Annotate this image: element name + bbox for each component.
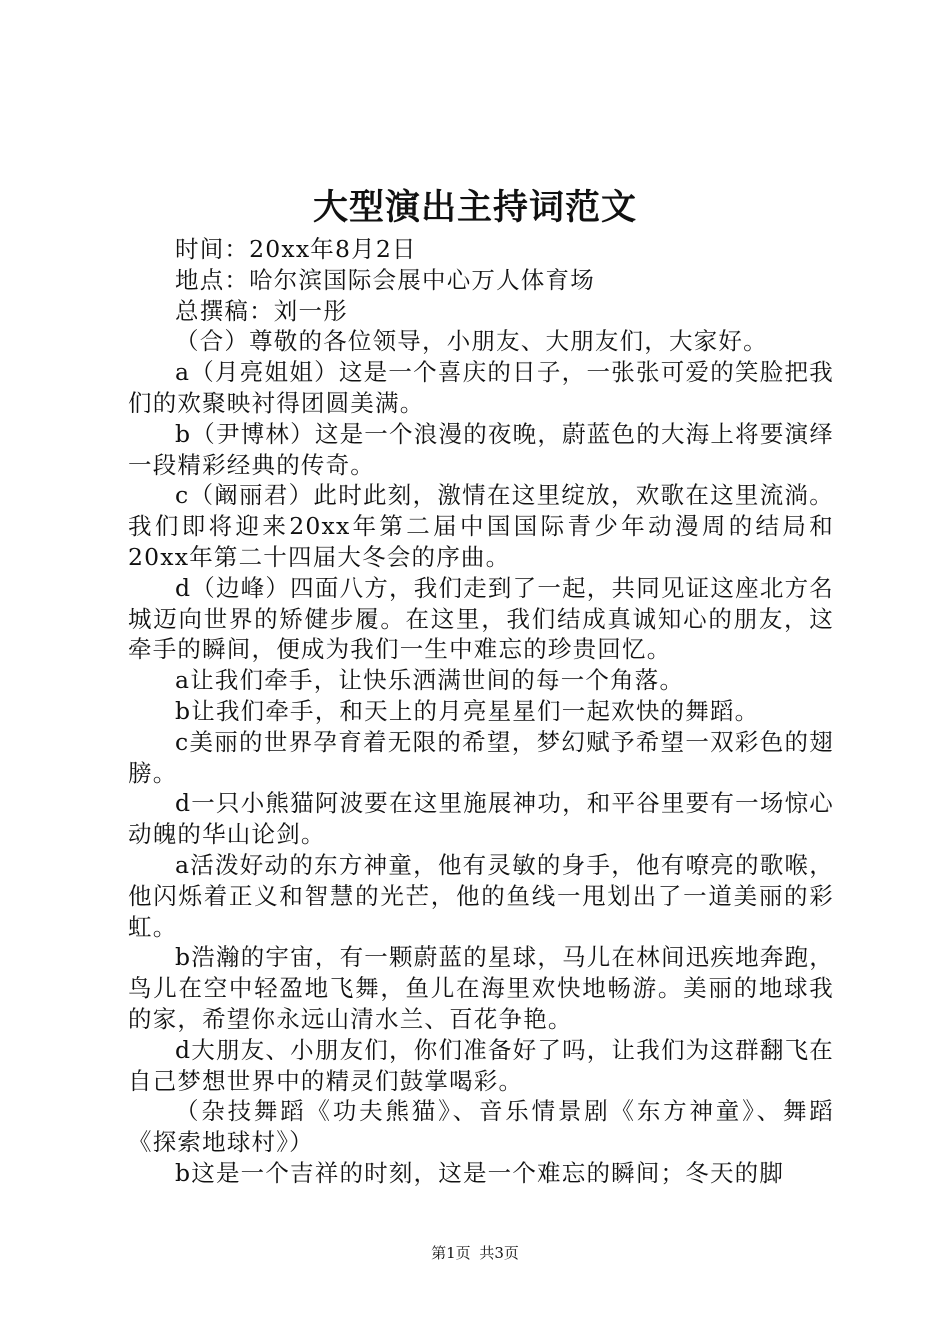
paragraph: （合）尊敬的各位领导，小朋友、大朋友们，大家好。 [175, 327, 768, 356]
paragraph: b这是一个吉祥的时刻，这是一个难忘的瞬间；冬天的脚 [175, 1158, 785, 1187]
paragraph: c（阚丽君）此时此刻，激情在这里绽放，欢歌在这里流淌。我们即将迎来20xx年第二届中国国际青少年动漫周的结局和20xx年第二十四届大冬会的序曲。 [128, 481, 834, 571]
paragraph-location: 地点：哈尔滨国际会展中心万人体育场 [175, 265, 595, 294]
paragraph: a让我们牵手，让快乐洒满世间的每一个角落。 [175, 666, 685, 695]
paragraph: d大朋友、小朋友们，你们准备好了吗，让我们为这群翻飞在自己梦想世界中的精灵们鼓掌喝彩。 [128, 1035, 834, 1095]
document-body [128, 234, 834, 1189]
paragraph: b（尹博林）这是一个浪漫的夜晚，蔚蓝色的大海上将要演绎一段精彩经典的传奇。 [128, 419, 834, 479]
paragraph: b让我们牵手，和天上的月亮星星们一起欢快的舞蹈。 [175, 696, 760, 725]
paragraph: （杂技舞蹈《功夫熊猫》、音乐情景剧《东方神童》、舞蹈《探索地球村》） [128, 1097, 834, 1157]
paragraph: a（月亮姐姐）这是一个喜庆的日子，一张张可爱的笑脸把我们的欢聚映衬得团圆美满。 [128, 358, 834, 417]
paragraph: d一只小熊猫阿波要在这里施展神功，和平谷里要有一场惊心动魄的华山论剑。 [128, 789, 834, 849]
document-title: 大型演出主持词范文 [312, 187, 637, 228]
paragraph: a活泼好动的东方神童，他有灵敏的身手，他有嘹亮的歌喉，他闪烁着正义和智慧的光芒，他的鱼线一甩划出了一道美丽的彩虹。 [128, 850, 834, 941]
paragraph-author: 总撰稿：刘一彤 [175, 296, 348, 325]
paragraph: d（边峰）四面八方，我们走到了一起，共同见证这座北方名城迈向世界的矫健步履。在这里，我们结成真诚知心的朋友，这牵手的瞬间，便成为我们一生中难忘的珍贵回忆。 [128, 573, 834, 664]
paragraph-time: 时间：20xx年8月2日 [175, 235, 417, 263]
paragraph: b浩瀚的宇宙，有一颗蔚蓝的星球，马儿在林间迅疾地奔跑，鸟儿在空中轻盈地飞舞，鱼儿在海里欢快地畅游。美丽的地球我的家，希望你永远山清水兰、百花争艳。 [128, 943, 834, 1033]
paragraph: c美丽的世界孕育着无限的希望，梦幻赋予希望一双彩色的翅膀。 [128, 727, 834, 787]
page-number-footer: 第1页 共3页 [431, 1244, 519, 1262]
